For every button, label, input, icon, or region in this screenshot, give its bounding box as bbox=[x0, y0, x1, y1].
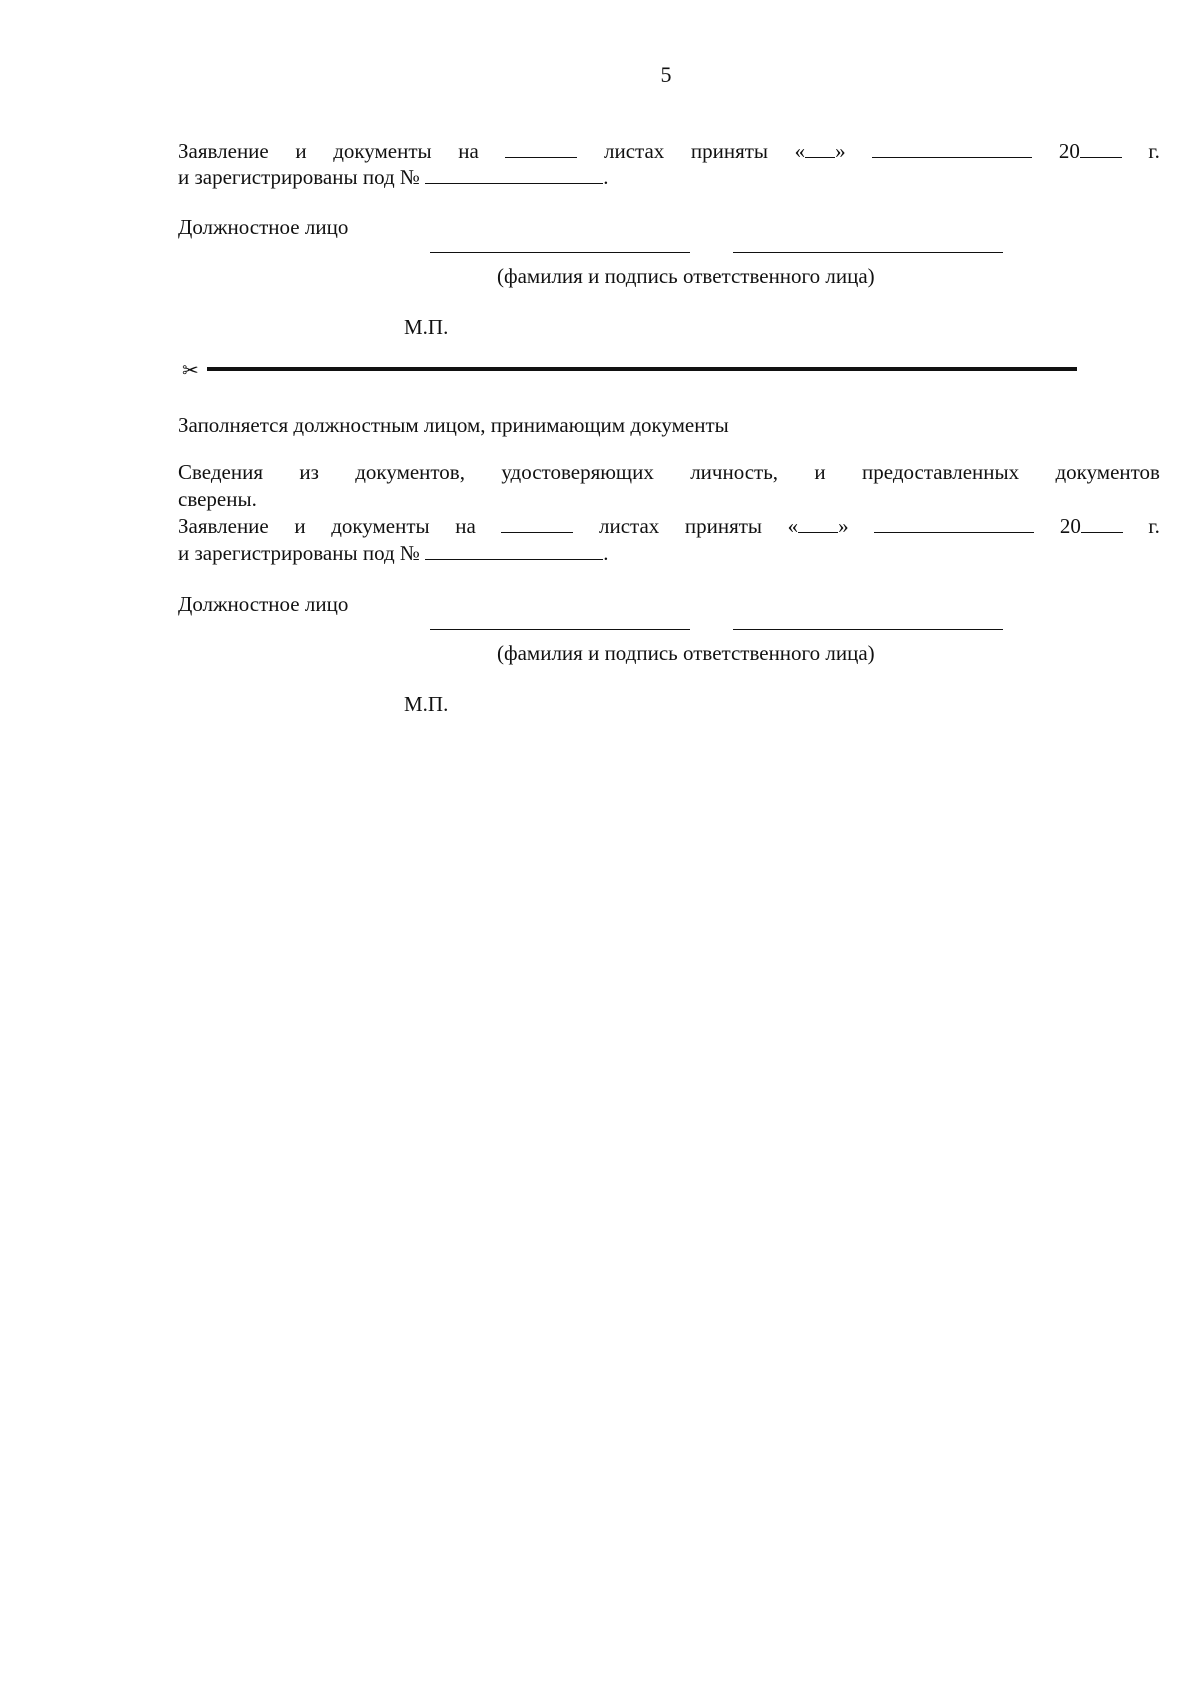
open-quote: « bbox=[794, 139, 806, 163]
year-blank[interactable] bbox=[1081, 514, 1123, 533]
day-field bbox=[788, 513, 849, 539]
received-line bbox=[178, 138, 1160, 164]
word: и bbox=[814, 460, 826, 484]
month-blank[interactable] bbox=[872, 139, 1032, 158]
verified-line bbox=[178, 459, 1160, 485]
signature-caption: (фамилия и подпись ответственного лица) bbox=[497, 641, 875, 665]
word: личность, bbox=[690, 460, 779, 484]
close-quote: » bbox=[835, 139, 846, 163]
verified-end: сверены. bbox=[178, 487, 257, 511]
surname-line[interactable] bbox=[430, 629, 690, 630]
signature-caption: (фамилия и подпись ответственного лица) bbox=[497, 264, 875, 288]
year-prefix: 20 bbox=[1059, 514, 1081, 538]
word: листах bbox=[603, 139, 665, 163]
word: документы bbox=[333, 139, 432, 163]
close-quote: » bbox=[838, 514, 849, 538]
word: Заявление bbox=[178, 139, 269, 163]
year-suffix: г. bbox=[1148, 139, 1160, 163]
cut-line bbox=[207, 367, 1077, 371]
filled-by-note: Заполняется должностным лицом, принимающим документы bbox=[178, 413, 729, 437]
word: и bbox=[295, 139, 307, 163]
registration-number-blank[interactable] bbox=[425, 541, 603, 560]
word: Заявление bbox=[178, 514, 269, 538]
word: документов, bbox=[355, 460, 465, 484]
signature-line[interactable] bbox=[733, 252, 1003, 253]
period: . bbox=[603, 541, 609, 565]
word: приняты bbox=[690, 139, 769, 163]
stamp-label: М.П. bbox=[404, 692, 449, 716]
year-suffix: г. bbox=[1148, 514, 1160, 538]
year-field bbox=[1059, 138, 1122, 164]
registered-line bbox=[178, 164, 608, 190]
stamp-label: М.П. bbox=[404, 315, 449, 339]
word: документы bbox=[331, 514, 430, 538]
month-blank[interactable] bbox=[874, 514, 1034, 533]
registration-number-blank[interactable] bbox=[425, 165, 603, 184]
day-field bbox=[795, 138, 846, 164]
word: Сведения bbox=[178, 460, 263, 484]
word: и bbox=[294, 514, 306, 538]
year-prefix: 20 bbox=[1058, 139, 1080, 163]
day-blank[interactable] bbox=[798, 514, 838, 533]
registered-text: и зарегистрированы под № bbox=[178, 165, 420, 189]
period: . bbox=[603, 165, 609, 189]
surname-line[interactable] bbox=[430, 252, 690, 253]
page-number: 5 bbox=[660, 62, 672, 87]
sheets-count-blank[interactable] bbox=[501, 514, 573, 533]
scissors-icon: ✂ bbox=[182, 360, 199, 382]
day-blank[interactable] bbox=[805, 139, 835, 158]
received-line bbox=[178, 513, 1160, 539]
registered-line bbox=[178, 540, 608, 566]
sheets-count-blank[interactable] bbox=[505, 139, 577, 158]
word: из bbox=[299, 460, 319, 484]
word: на bbox=[458, 139, 479, 163]
word: приняты bbox=[684, 514, 763, 538]
year-field bbox=[1060, 513, 1123, 539]
registered-text: и зарегистрированы под № bbox=[178, 541, 420, 565]
word: на bbox=[455, 514, 476, 538]
open-quote: « bbox=[787, 514, 799, 538]
word: листах bbox=[598, 514, 660, 538]
signature-line[interactable] bbox=[733, 629, 1003, 630]
official-label: Должностное лицо bbox=[178, 592, 349, 616]
word: предоставленных bbox=[862, 460, 1020, 484]
word: удостоверяющих bbox=[501, 460, 654, 484]
official-label: Должностное лицо bbox=[178, 215, 349, 239]
year-blank[interactable] bbox=[1080, 139, 1122, 158]
word: документов bbox=[1055, 460, 1160, 484]
